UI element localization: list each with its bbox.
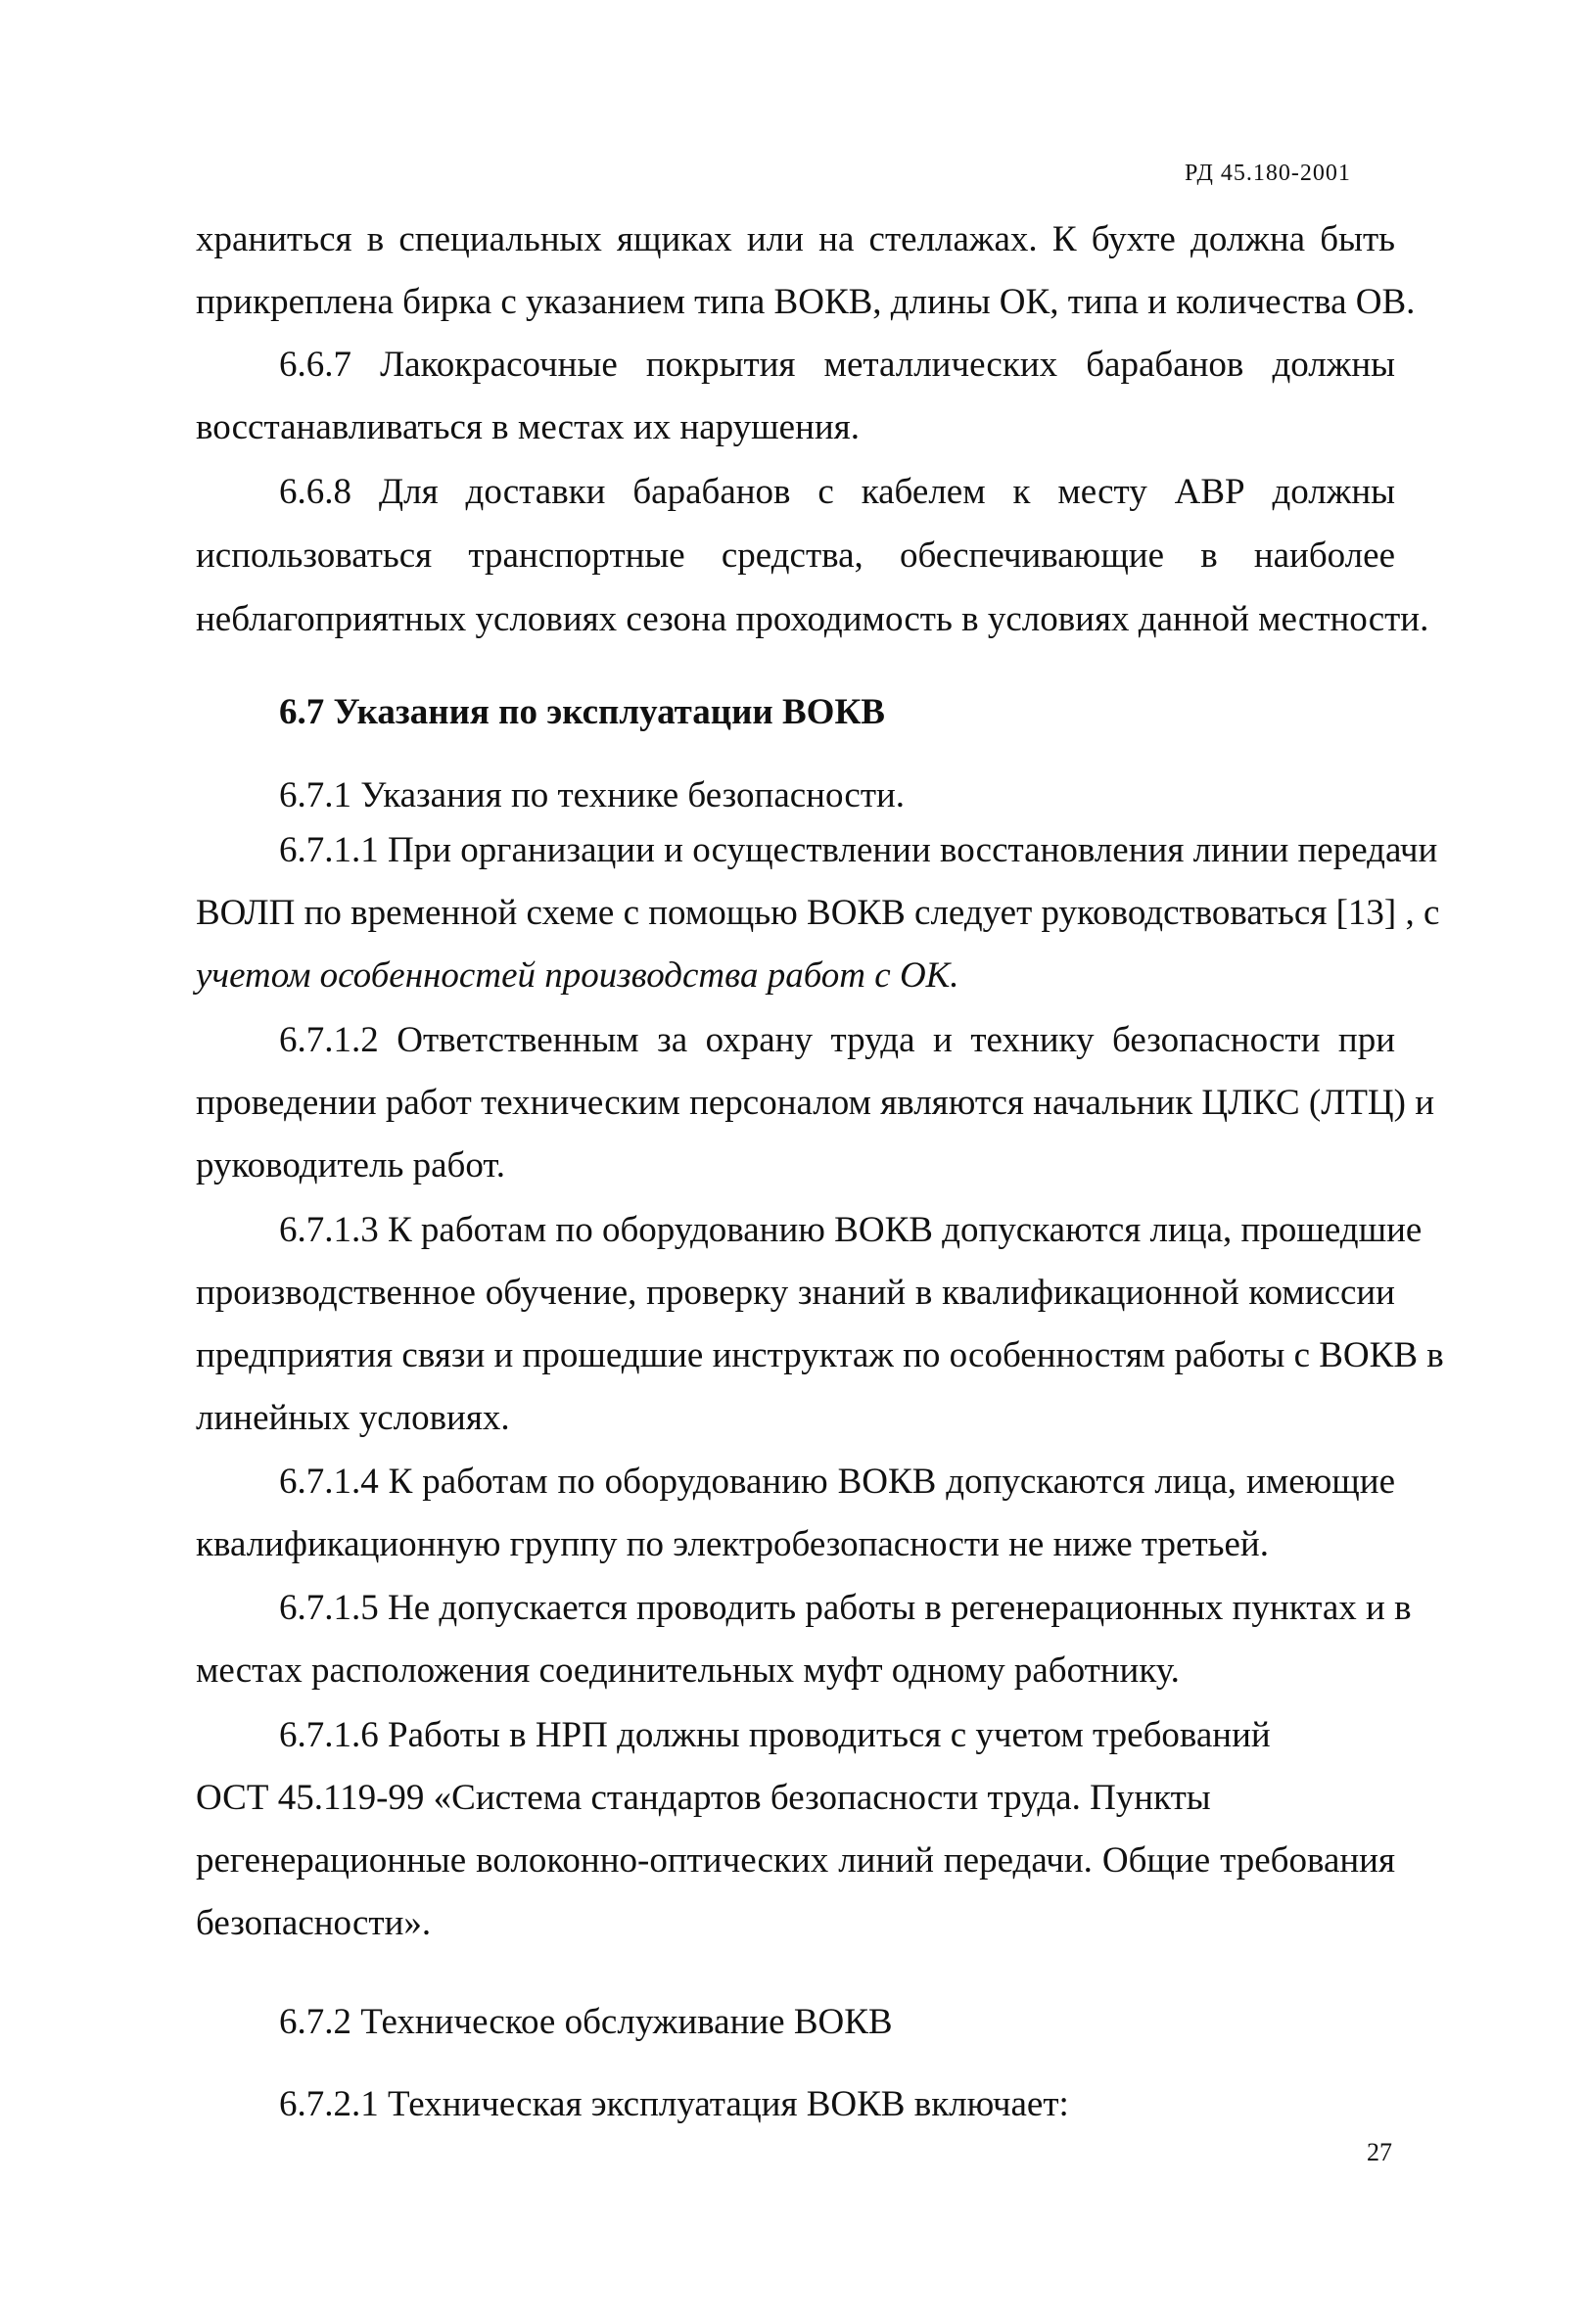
subsection-title: 6.7.1 Указания по технике безопасности. bbox=[279, 775, 906, 815]
text-line: учетом особенностей производства работ с ОК. bbox=[196, 955, 959, 996]
text-line: проведении работ техническим персоналом являются начальник ЦЛКС (ЛТЦ) и bbox=[196, 1083, 1435, 1123]
text-line: восстанавливаться в местах их нарушения. bbox=[196, 407, 860, 447]
section-heading: 6.7 Указания по эксплуатации ВОКВ bbox=[279, 692, 885, 732]
text-line: храниться в специальных ящиках или на стеллажах. К бухте должна быть bbox=[196, 219, 1395, 259]
document-code: РД 45.180-2001 bbox=[1185, 161, 1351, 186]
text-line: местах расположения соединительных муфт одному работнику. bbox=[196, 1650, 1180, 1691]
text-line: 6.6.7 Лакокрасочные покрытия металлических барабанов должны bbox=[279, 345, 1395, 385]
text-line: регенерационные волоконно-оптических линий передачи. Общие требования bbox=[196, 1840, 1395, 1881]
text-line: прикреплена бирка с указанием типа ВОКВ, длины ОК, типа и количества ОВ. bbox=[196, 282, 1416, 322]
text-line: 6.6.8 Для доставки барабанов с кабелем к месту АВР должны bbox=[279, 472, 1395, 512]
text-line: 6.7.1.4 К работам по оборудованию ВОКВ допускаются лица, имеющие bbox=[279, 1462, 1395, 1502]
text-line: ВОЛП по временной схеме с помощью ВОКВ следует руководствоваться [13] , с bbox=[196, 893, 1440, 933]
text-line: неблагоприятных условиях сезона проходимость в условиях данной местности. bbox=[196, 599, 1429, 639]
text-line: линейных условиях. bbox=[196, 1398, 510, 1438]
text-line: 6.7.1.5 Не допускается проводить работы в регенерационных пунктах и в bbox=[279, 1588, 1412, 1628]
text-line: предприятия связи и прошедшие инструктаж по особенностям работы с ВОКВ в bbox=[196, 1335, 1444, 1375]
text-line: 6.7.1.3 К работам по оборудованию ВОКВ допускаются лица, прошедшие bbox=[279, 1210, 1423, 1250]
page-number: 27 bbox=[1367, 2138, 1392, 2166]
text-line: использоваться транспортные средства, обеспечивающие в наиболее bbox=[196, 535, 1395, 576]
text-line: 6.7.1.6 Работы в НРП должны проводиться с учетом требований bbox=[279, 1715, 1271, 1755]
text-line: 6.7.2.1 Техническая эксплуатация ВОКВ включает: bbox=[279, 2084, 1069, 2124]
text-line: ОСТ 45.119-99 «Система стандартов безопасности труда. Пункты bbox=[196, 1778, 1211, 1818]
text-line: руководитель работ. bbox=[196, 1145, 505, 1185]
subsection-title: 6.7.2 Техническое обслуживание ВОКВ bbox=[279, 2002, 893, 2042]
text-line: 6.7.1.2 Ответственным за охрану труда и технику безопасности при bbox=[279, 1020, 1395, 1060]
text-line: квалификационную группу по электробезопасности не ниже третьей. bbox=[196, 1524, 1269, 1564]
text-line: безопасности». bbox=[196, 1903, 432, 1943]
text-line: 6.7.1.1 При организации и осуществлении восстановления линии передачи bbox=[279, 830, 1438, 870]
text-line: производственное обучение, проверку знаний в квалификационной комиссии bbox=[196, 1273, 1395, 1313]
